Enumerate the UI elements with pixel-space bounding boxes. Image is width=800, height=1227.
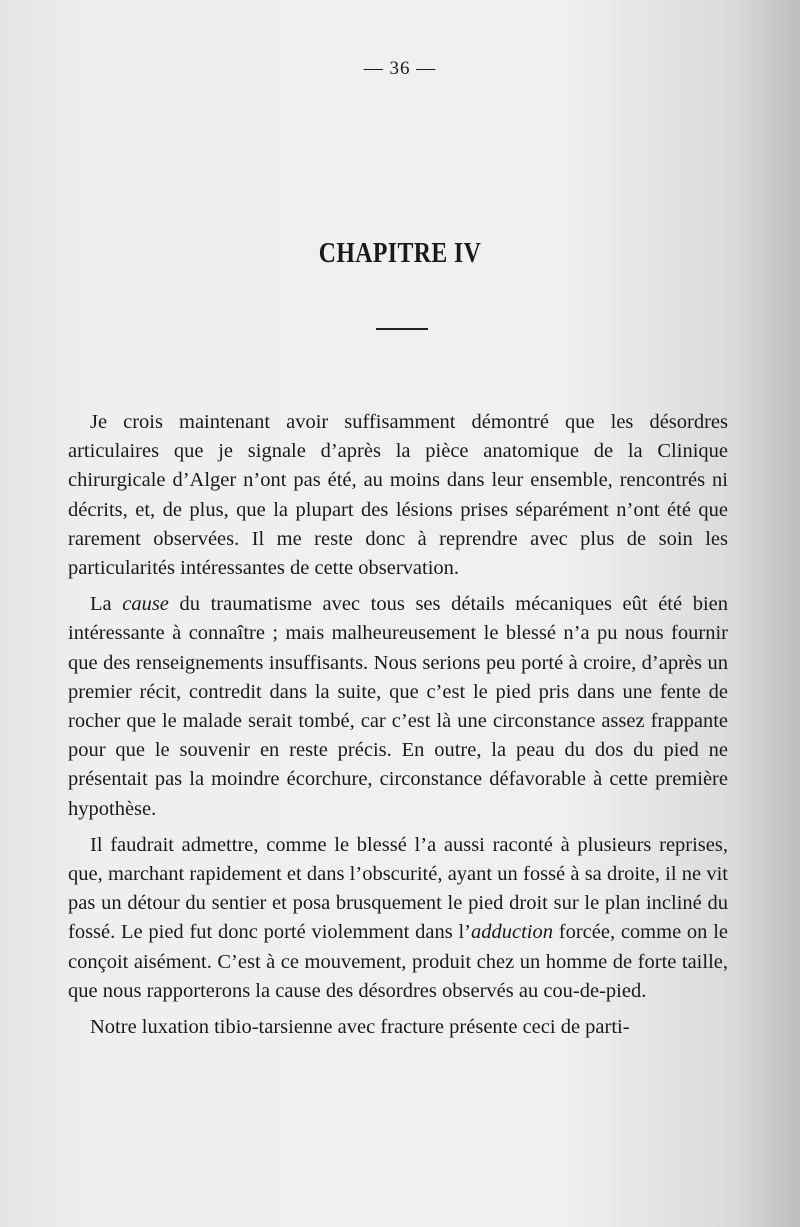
- paragraph-text: Je crois maintenant avoir suffisamment démontré que les désordres articulaires que je signale d’après la pièce anatomique de la Clinique chirurgicale d’Alger n’ont pas été, au moins dans leur ensemble, rencontrés ni décrits, et, de plus, que la plupart des lésions prises séparément n’ont été que rarement observées. Il me reste donc à reprendre avec plus de soin les particularités intéressantes de cette observation.: [68, 411, 728, 580]
- body-text: [68, 408, 728, 1042]
- paragraph-text: Il faudrait admettre, comme le blessé l’a aussi raconté à plusieurs reprises, que, marchant rapidement et dans l’obscurité, ayant un fossé à sa droite, il ne vit pas un détour du sentier et posa brusquement le pied droit sur le plan incliné du fossé. Le pied fut donc porté violemment dans l’: [68, 833, 728, 944]
- page-number: — 36 —: [363, 58, 437, 79]
- paragraph-4: [68, 1013, 728, 1042]
- paragraph-1: [68, 408, 728, 583]
- paragraph-text: La: [90, 593, 123, 616]
- paragraph-text: forcée, comme on le conçoit aisément. C’est à ce mouvement, produit chez un homme de forte taille, que nous rapporterons la cause des désordres observés au cou-de-pied.: [68, 921, 728, 1002]
- paragraph-2: [68, 590, 728, 824]
- paragraph-text: du traumatisme avec tous ses détails mécaniques eût été bien intéressante à connaître ; mais malheureusement le blessé n’a pu nous fournir que des renseignements insuffisants. Nous serions peu porté à croire, d’après un premier récit, contredit dans la suite, que c’est le pied pris dans une fente de rocher que le malade serait tombé, car c’est là une circonstance assez frappante pour que le souvenir en reste précis. En outre, la peau du dos du pied ne présentait pas la moindre écorchure, circonstance défavorable à cette première hypothèse.: [68, 593, 728, 820]
- chapter-title: CHAPITRE IV: [318, 237, 482, 269]
- paragraph-text: Notre luxation tibio-tarsienne avec fracture présente ceci de parti-: [90, 1016, 630, 1039]
- italic-term-adduction: adduction: [471, 921, 553, 944]
- title-rule: [376, 328, 428, 330]
- paragraph-3: [68, 831, 728, 1006]
- italic-term-cause: cause: [122, 593, 169, 616]
